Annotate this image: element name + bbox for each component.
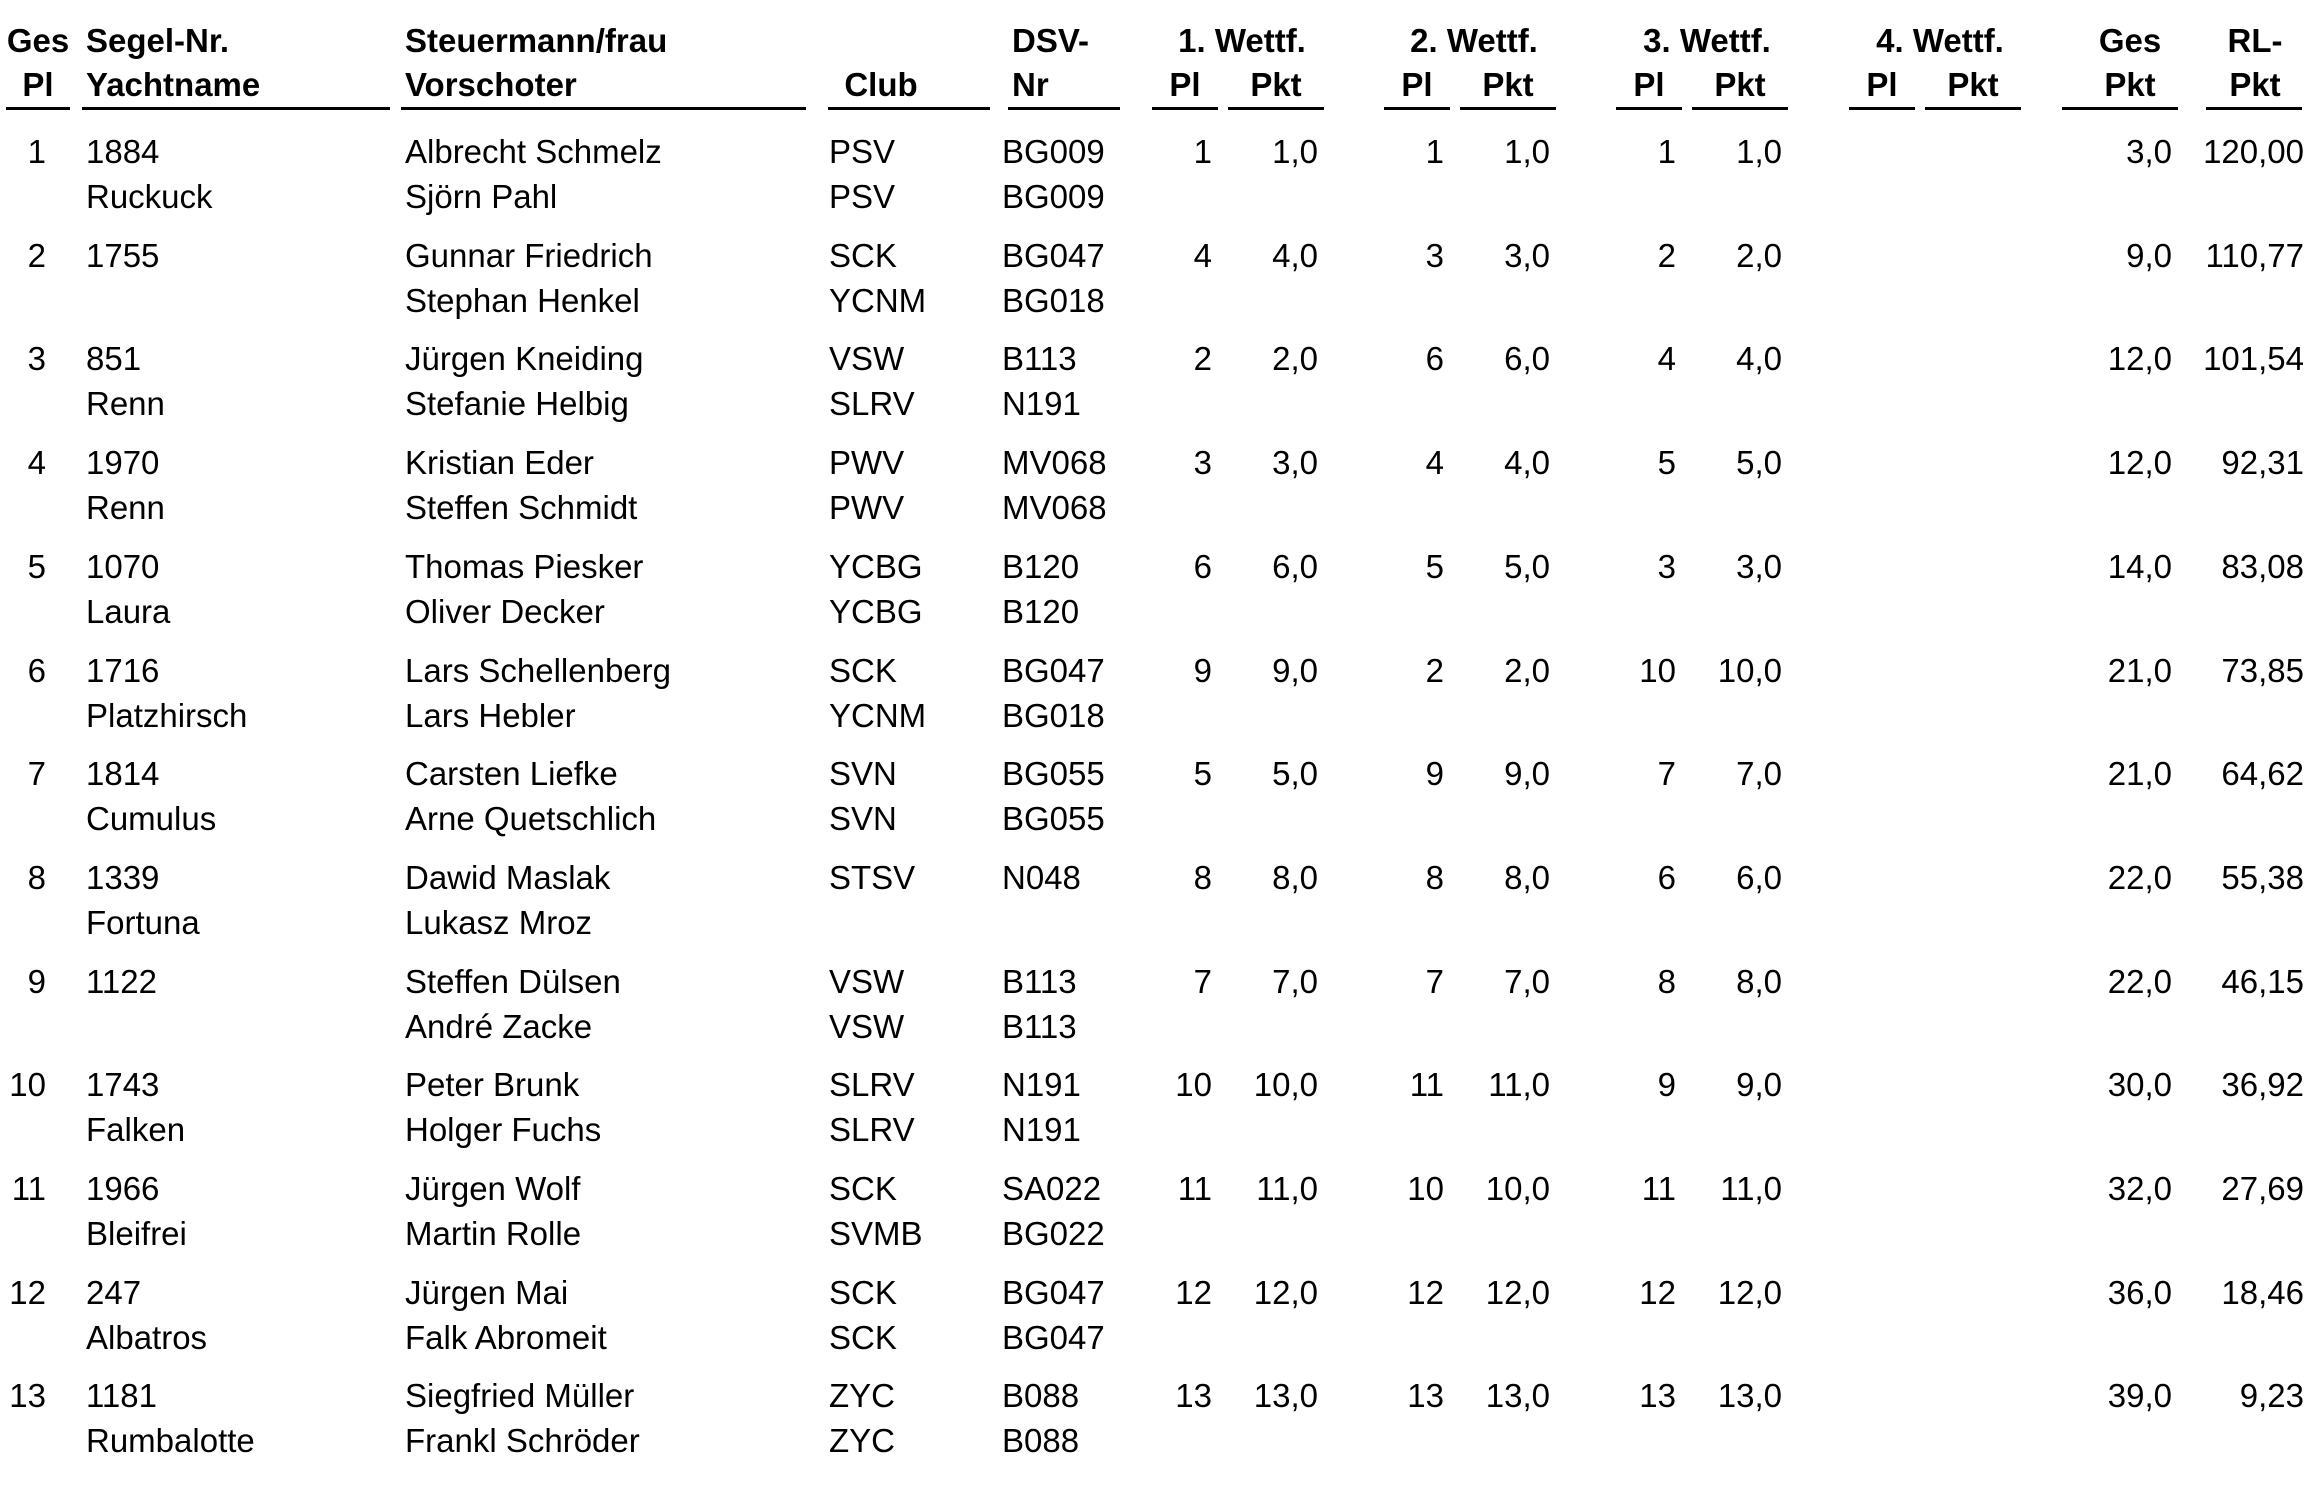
race-2-place: 7 (1425, 963, 1444, 1000)
race-1-points: 12,0 (1253, 1274, 1318, 1311)
header-race-3-pkt: Pkt (1714, 66, 1766, 103)
race-1-place: 5 (1193, 755, 1212, 792)
total-points: 12,0 (2107, 444, 2172, 481)
race-1-place: 6 (1193, 548, 1212, 585)
yacht-name: Bleifrei (86, 1215, 187, 1252)
header-rule-race-2-pkt (1460, 107, 1556, 110)
race-3-points: 5,0 (1736, 444, 1782, 481)
helm-name: Thomas Piesker (405, 548, 644, 585)
helm-dsv-nr: MV068 (1002, 444, 1107, 481)
yacht-name: Renn (86, 489, 165, 526)
helm-dsv-nr: SA022 (1002, 1170, 1102, 1207)
total-points: 30,0 (2107, 1066, 2172, 1103)
helm-name: Kristian Eder (405, 444, 594, 481)
helm-name: Albrecht Schmelz (405, 133, 662, 170)
sail-number: 1755 (86, 237, 160, 274)
crew-name: Stefanie Helbig (405, 385, 629, 422)
sail-number: 851 (86, 340, 142, 377)
ranking-points: 110,77 (2205, 237, 2304, 274)
yacht-name: Ruckuck (86, 178, 213, 215)
helm-club: YCBG (829, 548, 923, 585)
crew-dsv-nr: N191 (1002, 385, 1081, 422)
header-rule-club (828, 107, 990, 110)
header-race-1-pkt: Pkt (1250, 66, 1302, 103)
rank: 3 (27, 340, 46, 377)
race-1-place: 10 (1175, 1066, 1212, 1103)
crew-club: SLRV (829, 385, 915, 422)
header-ges-pl-line1: Ges (6, 22, 70, 59)
yacht-name: Laura (86, 593, 171, 630)
header-vorschoter: Vorschoter (405, 66, 577, 103)
race-1-points: 2,0 (1272, 340, 1318, 377)
sail-number: 1814 (86, 755, 160, 792)
race-3-place: 8 (1657, 963, 1676, 1000)
ranking-points: 101,54 (2203, 340, 2304, 377)
header-yachtname: Yachtname (86, 66, 261, 103)
crew-name: André Zacke (405, 1008, 593, 1045)
race-3-place: 9 (1657, 1066, 1676, 1103)
helm-dsv-nr: BG009 (1002, 133, 1105, 170)
race-3-points: 3,0 (1736, 548, 1782, 585)
race-3-points: 12,0 (1717, 1274, 1782, 1311)
race-3-place: 10 (1639, 652, 1676, 689)
helm-name: Lars Schellenberg (405, 652, 671, 689)
race-1-points: 7,0 (1272, 963, 1318, 1000)
sail-number: 1743 (86, 1066, 160, 1103)
header-race-1-title: 1. Wettf. (1178, 22, 1306, 59)
crew-club: SVMB (829, 1215, 923, 1252)
race-3-place: 5 (1657, 444, 1676, 481)
yacht-name: Platzhirsch (86, 697, 248, 734)
helm-dsv-nr: B088 (1002, 1377, 1080, 1414)
crew-name: Frankl Schröder (405, 1422, 640, 1459)
race-3-points: 13,0 (1717, 1377, 1782, 1414)
rank: 2 (27, 237, 46, 274)
yacht-name: Renn (86, 385, 165, 422)
race-2-points: 12,0 (1485, 1274, 1550, 1311)
helm-name: Gunnar Friedrich (405, 237, 653, 274)
header-rule-race-2-pl (1384, 107, 1450, 110)
helm-club: PWV (829, 444, 905, 481)
crew-name: Steffen Schmidt (405, 489, 638, 526)
sail-number: 247 (86, 1274, 142, 1311)
helm-name: Jürgen Wolf (405, 1170, 581, 1207)
crew-name: Sjörn Pahl (405, 178, 558, 215)
header-rl-pkt-line1: RL- (2227, 22, 2283, 59)
header-rule-steuermann (401, 107, 806, 110)
total-points: 9,0 (2126, 237, 2172, 274)
helm-club: SVN (829, 755, 897, 792)
header-rule-race-1-pkt (1228, 107, 1324, 110)
crew-club: PWV (829, 489, 905, 526)
header-rule-segel (82, 107, 390, 110)
header-rule-rl-pkt (2206, 107, 2302, 110)
helm-club: VSW (829, 963, 905, 1000)
ranking-points: 46,15 (2221, 963, 2304, 1000)
ranking-points: 120,00 (2203, 133, 2304, 170)
crew-club: SCK (829, 1319, 897, 1356)
helm-name: Siegfried Müller (405, 1377, 635, 1414)
race-2-points: 9,0 (1504, 755, 1550, 792)
race-2-points: 7,0 (1504, 963, 1550, 1000)
sail-number: 1966 (86, 1170, 160, 1207)
race-2-place: 8 (1425, 859, 1444, 896)
ranking-points: 18,46 (2221, 1274, 2304, 1311)
helm-club: PSV (829, 133, 896, 170)
header-steuermann: Steuermann/frau (405, 22, 668, 59)
ranking-points: 36,92 (2221, 1066, 2304, 1103)
race-1-points: 3,0 (1272, 444, 1318, 481)
race-1-points: 1,0 (1272, 133, 1318, 170)
race-2-place: 9 (1425, 755, 1444, 792)
race-2-place: 13 (1407, 1377, 1444, 1414)
crew-dsv-nr: BG022 (1002, 1215, 1105, 1252)
crew-name: Arne Quetschlich (405, 800, 657, 837)
crew-dsv-nr: B088 (1002, 1422, 1080, 1459)
header-race-2-pkt: Pkt (1482, 66, 1534, 103)
rank: 11 (11, 1170, 46, 1207)
header-segel-nr: Segel-Nr. (86, 22, 230, 59)
total-points: 12,0 (2107, 340, 2172, 377)
helm-dsv-nr: BG047 (1002, 1274, 1105, 1311)
race-1-points: 5,0 (1272, 755, 1318, 792)
sail-number: 1970 (86, 444, 160, 481)
helm-dsv-nr: BG047 (1002, 652, 1105, 689)
race-2-points: 4,0 (1504, 444, 1550, 481)
sail-number: 1884 (86, 133, 160, 170)
crew-dsv-nr: BG018 (1002, 697, 1105, 734)
race-1-place: 13 (1175, 1377, 1212, 1414)
header-ges-pkt-line1: Ges (2098, 22, 2162, 59)
race-1-place: 8 (1193, 859, 1212, 896)
rank: 6 (27, 652, 46, 689)
helm-name: Steffen Dülsen (405, 963, 621, 1000)
total-points: 14,0 (2107, 548, 2172, 585)
header-race-4-pl: Pl (1866, 66, 1898, 103)
sail-number: 1716 (86, 652, 160, 689)
total-points: 22,0 (2107, 859, 2172, 896)
sail-number: 1181 (86, 1377, 157, 1414)
crew-dsv-nr: B113 (1002, 1008, 1077, 1045)
helm-club: ZYC (829, 1377, 895, 1414)
crew-club: SVN (829, 800, 897, 837)
helm-club: SCK (829, 237, 897, 274)
crew-dsv-nr: B120 (1002, 593, 1080, 630)
rank: 1 (27, 133, 46, 170)
crew-name: Lars Hebler (405, 697, 576, 734)
race-3-place: 13 (1639, 1377, 1676, 1414)
race-1-place: 2 (1193, 340, 1212, 377)
total-points: 21,0 (2107, 755, 2172, 792)
rank: 7 (27, 755, 46, 792)
yacht-name: Rumbalotte (86, 1422, 255, 1459)
race-1-place: 4 (1193, 237, 1212, 274)
race-2-place: 12 (1407, 1274, 1444, 1311)
race-1-points: 10,0 (1253, 1066, 1318, 1103)
race-3-points: 6,0 (1736, 859, 1782, 896)
helm-club: SCK (829, 652, 897, 689)
race-1-points: 13,0 (1253, 1377, 1318, 1414)
crew-dsv-nr: BG018 (1002, 282, 1105, 319)
race-1-points: 4,0 (1272, 237, 1318, 274)
header-race-4-pkt: Pkt (1947, 66, 1999, 103)
rank: 5 (27, 548, 46, 585)
race-3-place: 6 (1657, 859, 1676, 896)
race-3-place: 1 (1657, 133, 1676, 170)
rank: 12 (9, 1274, 46, 1311)
race-1-points: 11,0 (1256, 1170, 1318, 1207)
crew-name: Stephan Henkel (405, 282, 640, 319)
race-2-place: 1 (1425, 133, 1444, 170)
helm-name: Peter Brunk (405, 1066, 580, 1103)
rank: 10 (9, 1066, 46, 1103)
race-3-points: 10,0 (1717, 652, 1782, 689)
helm-dsv-nr: B120 (1002, 548, 1080, 585)
race-3-points: 4,0 (1736, 340, 1782, 377)
helm-dsv-nr: BG055 (1002, 755, 1105, 792)
helm-name: Jürgen Mai (405, 1274, 569, 1311)
race-1-place: 3 (1193, 444, 1212, 481)
rank: 8 (27, 859, 46, 896)
ranking-points: 64,62 (2221, 755, 2304, 792)
helm-name: Jürgen Kneiding (405, 340, 644, 377)
helm-club: STSV (829, 859, 916, 896)
race-2-place: 10 (1407, 1170, 1444, 1207)
header-race-3-pl: Pl (1633, 66, 1665, 103)
race-2-points: 3,0 (1504, 237, 1550, 274)
helm-dsv-nr: B113 (1002, 963, 1077, 1000)
yacht-name: Falken (86, 1111, 186, 1148)
header-rule-race-3-pkt (1692, 107, 1788, 110)
ranking-points: 73,85 (2221, 652, 2304, 689)
race-3-place: 3 (1657, 548, 1676, 585)
crew-club: YCBG (829, 593, 923, 630)
sail-number: 1122 (86, 963, 157, 1000)
crew-dsv-nr: BG055 (1002, 800, 1105, 837)
helm-dsv-nr: B113 (1002, 340, 1077, 377)
crew-club: SLRV (829, 1111, 915, 1148)
yacht-name: Fortuna (86, 904, 200, 941)
crew-club: VSW (829, 1008, 905, 1045)
helm-club: VSW (829, 340, 905, 377)
race-3-place: 2 (1657, 237, 1676, 274)
race-3-place: 7 (1657, 755, 1676, 792)
race-1-points: 8,0 (1272, 859, 1318, 896)
header-dsv-line1: DSV- (1012, 22, 1090, 59)
crew-club: YCNM (829, 697, 927, 734)
header-rule-dsv (1008, 107, 1120, 110)
ranking-points: 9,23 (2239, 1377, 2304, 1414)
race-2-place: 6 (1425, 340, 1444, 377)
helm-dsv-nr: N191 (1002, 1066, 1081, 1103)
yacht-name: Cumulus (86, 800, 217, 837)
race-3-place: 12 (1639, 1274, 1676, 1311)
race-2-points: 10,0 (1485, 1170, 1550, 1207)
crew-name: Holger Fuchs (405, 1111, 602, 1148)
header-rule-race-3-pl (1616, 107, 1682, 110)
crew-name: Oliver Decker (405, 593, 605, 630)
header-rule-race-4-pkt (1925, 107, 2021, 110)
race-2-points: 5,0 (1504, 548, 1550, 585)
total-points: 22,0 (2107, 963, 2172, 1000)
helm-club: SLRV (829, 1066, 915, 1103)
total-points: 21,0 (2107, 652, 2172, 689)
header-ges-pl-line2: Pl (22, 66, 54, 103)
race-1-points: 6,0 (1272, 548, 1318, 585)
header-race-4-title: 4. Wettf. (1876, 22, 2004, 59)
race-1-points: 9,0 (1272, 652, 1318, 689)
race-2-place: 5 (1425, 548, 1444, 585)
total-points: 32,0 (2107, 1170, 2172, 1207)
race-2-place: 3 (1425, 237, 1444, 274)
race-1-place: 7 (1193, 963, 1212, 1000)
race-3-place: 11 (1641, 1170, 1676, 1207)
total-points: 39,0 (2107, 1377, 2172, 1414)
race-3-points: 7,0 (1736, 755, 1782, 792)
helm-dsv-nr: N048 (1002, 859, 1081, 896)
crew-club: ZYC (829, 1422, 895, 1459)
ranking-points: 27,69 (2221, 1170, 2304, 1207)
race-1-place: 12 (1175, 1274, 1212, 1311)
race-3-points: 9,0 (1736, 1066, 1782, 1103)
crew-club: PSV (829, 178, 896, 215)
crew-dsv-nr: BG009 (1002, 178, 1105, 215)
helm-name: Dawid Maslak (405, 859, 611, 896)
race-1-place: 1 (1193, 133, 1212, 170)
crew-name: Falk Abromeit (405, 1319, 607, 1356)
ranking-points: 92,31 (2221, 444, 2304, 481)
crew-dsv-nr: BG047 (1002, 1319, 1105, 1356)
crew-club: YCNM (829, 282, 927, 319)
rank: 13 (9, 1377, 46, 1414)
header-rl-pkt-line2: Pkt (2229, 66, 2281, 103)
race-2-points: 11,0 (1488, 1066, 1550, 1103)
sail-number: 1070 (86, 548, 160, 585)
helm-club: SCK (829, 1170, 897, 1207)
race-2-place: 11 (1409, 1066, 1444, 1103)
header-race-2-pl: Pl (1401, 66, 1433, 103)
crew-dsv-nr: MV068 (1002, 489, 1107, 526)
race-3-place: 4 (1657, 340, 1676, 377)
ranking-points: 55,38 (2221, 859, 2304, 896)
header-rule-race-1-pl (1152, 107, 1218, 110)
crew-name: Martin Rolle (405, 1215, 582, 1252)
helm-club: SCK (829, 1274, 897, 1311)
header-ges-pkt-line2: Pkt (2104, 66, 2156, 103)
race-3-points: 11,0 (1720, 1170, 1782, 1207)
ranking-points: 83,08 (2221, 548, 2304, 585)
sail-number: 1339 (86, 859, 160, 896)
header-dsv-line2: Nr (1012, 66, 1049, 103)
helm-dsv-nr: BG047 (1002, 237, 1105, 274)
race-2-points: 13,0 (1485, 1377, 1550, 1414)
crew-name: Lukasz Mroz (405, 904, 593, 941)
race-1-place: 9 (1193, 652, 1212, 689)
race-2-points: 1,0 (1504, 133, 1550, 170)
header-rule-ges-pkt (2062, 107, 2178, 110)
header-race-3-title: 3. Wettf. (1643, 22, 1771, 59)
race-2-points: 2,0 (1504, 652, 1550, 689)
race-2-points: 6,0 (1504, 340, 1550, 377)
race-3-points: 1,0 (1736, 133, 1782, 170)
race-2-points: 8,0 (1504, 859, 1550, 896)
total-points: 36,0 (2107, 1274, 2172, 1311)
crew-dsv-nr: N191 (1002, 1111, 1081, 1148)
header-race-2-title: 2. Wettf. (1410, 22, 1538, 59)
race-2-place: 2 (1425, 652, 1444, 689)
header-rule-ges-pl (6, 107, 70, 110)
yacht-name: Albatros (86, 1319, 208, 1356)
header-race-1-pl: Pl (1169, 66, 1201, 103)
race-1-place: 11 (1177, 1170, 1212, 1207)
rank: 9 (27, 963, 46, 1000)
helm-name: Carsten Liefke (405, 755, 618, 792)
rank: 4 (27, 444, 46, 481)
race-2-place: 4 (1425, 444, 1444, 481)
total-points: 3,0 (2126, 133, 2172, 170)
race-3-points: 2,0 (1736, 237, 1782, 274)
header-club: Club (844, 66, 918, 103)
race-3-points: 8,0 (1736, 963, 1782, 1000)
header-rule-race-4-pl (1849, 107, 1915, 110)
